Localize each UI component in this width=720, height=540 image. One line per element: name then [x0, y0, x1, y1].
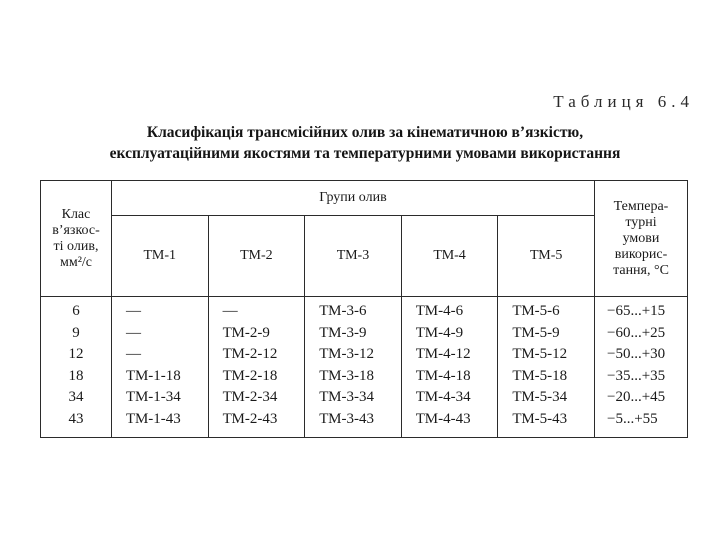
header-group-tm5: ТМ-5	[498, 216, 595, 297]
table-cell: 34	[68, 389, 84, 405]
table-cell: −5...+55	[607, 410, 658, 427]
table-cell: ТМ-3-43	[319, 410, 374, 427]
table-cell: −50...+30	[607, 346, 666, 362]
table-cell: ТМ-2-12	[222, 346, 278, 362]
table-cell: ТМ-5-9	[512, 324, 560, 341]
caption-line-1: Класифікація трансмісійних олив за кінематичною в’язкістю,	[146, 124, 584, 141]
header-group-tm1: ТМ-1	[112, 216, 209, 297]
table-cell: 9	[72, 324, 80, 341]
table-cell: ТМ-5-43	[512, 410, 568, 427]
table-cell: —	[222, 303, 238, 319]
header-viscosity-class: Клас в’язкос- ті олив, мм²/с	[41, 181, 112, 297]
oil-classification-table	[40, 180, 688, 438]
column-tm2-values	[208, 297, 305, 438]
table-cell: ТМ-4-18	[415, 367, 471, 384]
table-cell: ТМ-5-12	[512, 346, 568, 362]
header-temperature-conditions: Темпера- турні умови викорис- тання, °С	[595, 181, 688, 297]
table-number: Таблиця 6.4	[553, 92, 694, 111]
table-cell: ТМ-3-18	[319, 367, 374, 384]
table-cell: —	[126, 324, 141, 341]
table-cell: ТМ-4-12	[415, 346, 471, 362]
table-cell: ТМ-3-9	[319, 324, 367, 341]
table-cell: ТМ-4-43	[415, 410, 471, 427]
table-cell: ТМ-2-43	[222, 410, 278, 427]
table-cell: ТМ-1-43	[126, 410, 181, 427]
table-cell: ТМ-1-18	[126, 367, 181, 384]
table-cell: ТМ-5-6	[512, 303, 560, 319]
table-cell: ТМ-4-34	[415, 389, 471, 405]
table-cell: —	[126, 346, 141, 362]
table-cell: 43	[68, 410, 84, 427]
column-viscosity-class-values	[41, 297, 112, 438]
table-cell: ТМ-3-12	[319, 346, 374, 362]
table-cell: —	[126, 303, 141, 319]
table-cell: −65...+15	[607, 303, 666, 319]
column-temperature-values	[595, 297, 688, 438]
table-cell: ТМ-3-34	[319, 389, 374, 405]
table-cell: 6	[72, 303, 80, 319]
table-cell: −35...+35	[607, 367, 666, 384]
table-cell: ТМ-2-9	[222, 324, 270, 341]
caption-line-2: експлуатаційними якостями та температурними умовами використання	[109, 145, 621, 162]
table-cell: ТМ-4-9	[415, 324, 464, 341]
header-oil-groups: Групи олив	[112, 181, 595, 216]
header-group-tm3: ТМ-3	[305, 216, 402, 297]
table-cell: ТМ-5-18	[512, 367, 568, 384]
column-tm1-values	[112, 297, 209, 438]
header-group-tm4: ТМ-4	[401, 216, 498, 297]
column-tm5-values	[498, 297, 595, 438]
table-cell: 18	[68, 367, 84, 384]
table-cell: ТМ-4-6	[415, 303, 464, 319]
table-cell: −20...+45	[607, 389, 666, 405]
column-tm4-values	[401, 297, 498, 438]
column-tm3-values	[305, 297, 402, 438]
table-caption	[50, 122, 680, 164]
table-cell: ТМ-5-34	[512, 389, 568, 405]
table-cell: ТМ-3-6	[319, 303, 367, 319]
table-cell: ТМ-2-34	[222, 389, 278, 405]
header-group-tm2: ТМ-2	[208, 216, 305, 297]
table-cell: −60...+25	[607, 324, 666, 341]
table-cell: 12	[68, 346, 84, 362]
table-cell: ТМ-1-34	[126, 389, 181, 405]
table-cell: ТМ-2-18	[222, 367, 278, 384]
